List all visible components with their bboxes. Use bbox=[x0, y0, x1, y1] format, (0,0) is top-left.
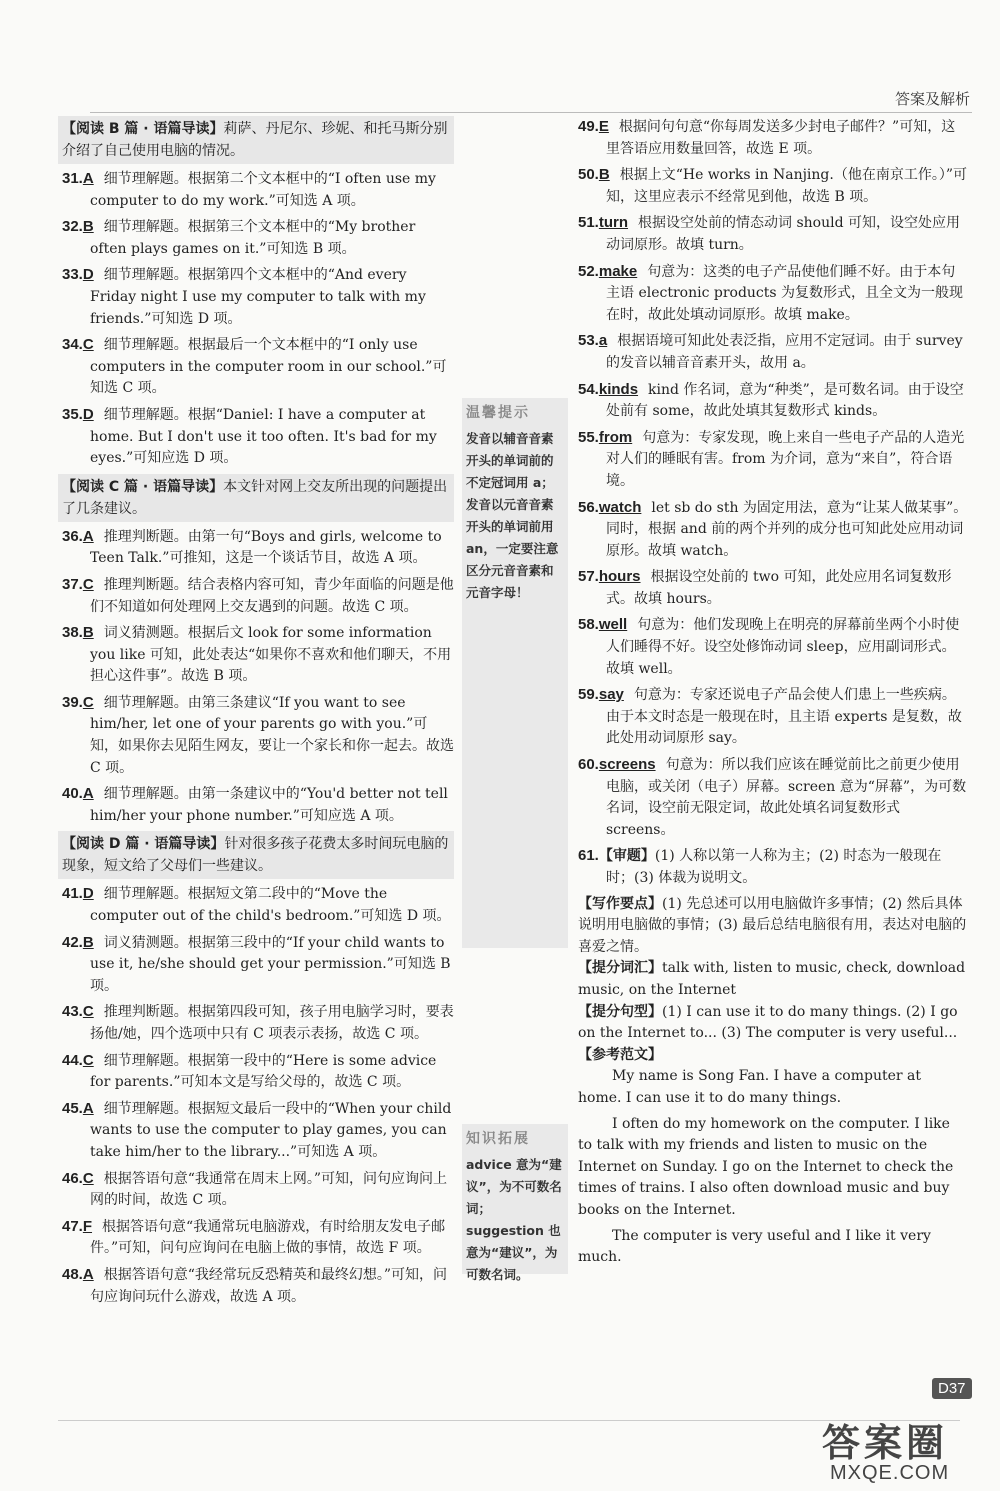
item-explanation: 根据答语句意“我经常玩反恐精英和最终幻想。”可知，问句应询问玩什么游戏，故选 A 项。 bbox=[90, 1266, 448, 1305]
fanwen-label: 【参考范文】 bbox=[578, 1046, 662, 1063]
item-answer: D bbox=[82, 885, 94, 903]
answer-item bbox=[62, 932, 454, 998]
item-answer: A bbox=[82, 785, 94, 803]
header-divider bbox=[90, 112, 972, 113]
item-number: 47. bbox=[62, 1217, 83, 1235]
shen-text: (1) 人称以第一人称为主；(2) 时态为一般现在时；(3) 体裁为说明文。 bbox=[606, 848, 942, 886]
item-number: 46. bbox=[62, 1169, 83, 1187]
answer-item bbox=[62, 1168, 454, 1212]
juxing-block bbox=[578, 1002, 968, 1045]
q61-number: 61. bbox=[578, 847, 599, 865]
model-essay bbox=[578, 1066, 968, 1268]
answer-item bbox=[578, 261, 968, 327]
item-number: 54. bbox=[578, 380, 599, 398]
item-explanation: 细节理解题。由第一条建议中的“You'd better not tell him/her your phone number.”可知应选 A 项。 bbox=[90, 786, 448, 824]
item-explanation: let sb do sth 为固定用法，意为“让某人做某事”。同时，根据 and 前的两个并列的成分也可知此处应用动词原形。故填 watch。 bbox=[606, 499, 968, 559]
answer-item bbox=[62, 168, 454, 212]
answer-item bbox=[62, 783, 454, 827]
section-c-guide bbox=[58, 474, 454, 522]
tip-title: 温馨提示 bbox=[466, 405, 530, 421]
item-explanation: 词义猜测题。根据第三段中的“If your child wants to use it, he/she should get your permission.”可知选 B 项。 bbox=[90, 934, 451, 994]
extension-text: advice 意为“建议”，为不可数名词；suggestion 也意为“建议”，为可数名词。 bbox=[466, 1157, 562, 1282]
item-number: 38. bbox=[62, 624, 83, 642]
item-answer: screens bbox=[598, 756, 656, 774]
answer-item bbox=[62, 883, 454, 927]
answer-item bbox=[578, 754, 968, 841]
item-explanation: 细节理解题。由第三条建议“If you want to see him/her, let one of your parents go with you.”可知，如果你去见陌生网友，要让一个家长和你一起去。故选 C 项。 bbox=[90, 694, 454, 776]
item-answer: C bbox=[82, 336, 94, 354]
item-explanation: 句意为：所以我们应该在睡觉前比之前更少使用电脑，或关闭（电子）屏幕。screen 意为“屏幕”，为可数名词，设空前无限定词，故此处填名词复数形式 screens。 bbox=[606, 757, 967, 838]
tip-box bbox=[462, 398, 568, 948]
item-answer: a bbox=[598, 332, 608, 350]
answer-item bbox=[62, 264, 454, 330]
item-number: 35. bbox=[62, 405, 83, 423]
answer-item bbox=[578, 379, 968, 423]
item-number: 48. bbox=[62, 1265, 83, 1283]
item-answer: D bbox=[82, 266, 94, 284]
item-number: 51. bbox=[578, 214, 599, 232]
item-number: 40. bbox=[62, 785, 83, 803]
items-c-list bbox=[62, 526, 454, 828]
juxing-text: (1) I can use it to do many things. (2) I go on the Internet to... (3) The computer is very useful... bbox=[578, 1003, 958, 1042]
section-b-tag: 【阅读 B 篇 · 语篇导读】 bbox=[62, 121, 224, 137]
section-d-tag: 【阅读 D 篇 · 语篇导读】 bbox=[62, 836, 225, 853]
item-answer: B bbox=[82, 933, 94, 951]
item-explanation: 细节理解题。根据第二个文本框中的“I often use my computer to do my work.”可知选 A 项。 bbox=[90, 171, 436, 209]
item-answer: A bbox=[82, 1099, 94, 1117]
yaodian-text: (1) 先总述可以用电脑做许多事情；(2) 然后具体说明用电脑做的事情；(3) 最后总结电脑很有用，表达对电脑的喜爱之情。 bbox=[578, 895, 967, 955]
item-answer: well bbox=[598, 616, 628, 634]
item-explanation: 句意为：他们发现晚上在明亮的屏幕前坐两个小时使人们睡得不好。设空处修饰动词 sleep，应用副词形式。故填 well。 bbox=[606, 617, 960, 677]
item-answer: A bbox=[82, 170, 94, 187]
item-answer: D bbox=[82, 405, 94, 423]
item-answer: C bbox=[82, 1051, 94, 1069]
item-number: 34. bbox=[62, 336, 83, 354]
item-explanation: 根据答语句意“我通常玩电脑游戏，有时给朋友发电子邮件。”可知，问句应询问在电脑上做的事情，故选 F 项。 bbox=[90, 1218, 446, 1257]
watermark-logo: 答案圈 bbox=[822, 1421, 949, 1465]
answer-item bbox=[62, 1098, 454, 1164]
item-number: 32. bbox=[62, 218, 83, 236]
item-answer: C bbox=[82, 1003, 94, 1021]
answer-item bbox=[62, 216, 454, 260]
item-explanation: 词义猜测题。根据后文 look for some information you like 可知，此处表达“如果你不喜欢和他们聊天，不用担心这件事”。故选 B 项。 bbox=[90, 625, 452, 685]
item-explanation: kind 作名词，意为“种类”，是可数名词。由于设空处前有 some，故此处填其复数形式 kinds。 bbox=[606, 381, 964, 420]
item-explanation: 根据设空处前的情态动词 should 可知，设空处应用动词原形。故填 turn。 bbox=[606, 215, 961, 253]
yaodian-block bbox=[578, 894, 968, 959]
answer-item bbox=[62, 622, 454, 688]
item-answer: turn bbox=[598, 214, 629, 232]
item-answer: A bbox=[82, 1265, 94, 1283]
item-answer: C bbox=[82, 1169, 94, 1187]
answer-item bbox=[62, 404, 454, 470]
answer-item bbox=[578, 164, 968, 208]
section-c-text: 本文针对网上交友所出现的问题提出了几条建议。 bbox=[62, 478, 448, 517]
answer-item bbox=[578, 684, 968, 750]
item-number: 60. bbox=[578, 756, 599, 774]
answer-item bbox=[62, 334, 454, 400]
cihui-text: talk with, listen to music, check, download music, on the Internet bbox=[578, 960, 966, 998]
item-answer: B bbox=[598, 166, 610, 184]
item-answer: A bbox=[82, 527, 94, 545]
item-answer: watch bbox=[598, 498, 642, 516]
item-answer: E bbox=[598, 118, 609, 135]
answer-item bbox=[578, 566, 968, 610]
item-number: 36. bbox=[62, 527, 83, 545]
item-answer: B bbox=[82, 624, 94, 642]
item-number: 52. bbox=[578, 262, 599, 280]
item-answer: F bbox=[82, 1217, 93, 1235]
item-answer: kinds bbox=[598, 380, 639, 398]
answer-item bbox=[578, 212, 968, 256]
items-d-list bbox=[62, 883, 454, 1308]
item-number: 33. bbox=[62, 266, 83, 284]
right-column bbox=[578, 116, 968, 1273]
item-explanation: 根据上文“He works in Nanjing.（他在南京工作。）”可知，这里应表示不经常见到他，故选 B 项。 bbox=[606, 167, 967, 205]
item-explanation: 细节理解题。根据最后一个文本框中的“I only use computers in the computer room in our school.”可知选 C 项。 bbox=[90, 337, 447, 397]
answer-item bbox=[62, 1001, 454, 1045]
item-explanation: 句意为：这类的电子产品使他们睡不好。由于本句主语 electronic products 为复数形式，且全文为一般现在时，故此处填动词原形。故填 make。 bbox=[606, 263, 964, 323]
section-b-guide bbox=[58, 116, 454, 164]
item-explanation: 细节理解题。根据短文第二段中的“Move the computer out of the child's bedroom.”可知选 D 项。 bbox=[90, 886, 451, 925]
item-explanation: 细节理解题。根据短文最后一段中的“When your child wants to use the computer to play games, you can take him/her to the library...”可知选 A 项。 bbox=[90, 1100, 452, 1160]
answer-item bbox=[578, 614, 968, 680]
item-number: 49. bbox=[578, 118, 599, 135]
answer-item bbox=[578, 330, 968, 374]
left-column bbox=[62, 116, 454, 1312]
item-explanation: 推理判断题。结合表格内容可知，青少年面临的问题是他们不知道如何处理网上交友遇到的问题。故选 C 项。 bbox=[90, 576, 454, 615]
item-number: 56. bbox=[578, 498, 599, 516]
page-number: D37 bbox=[932, 1378, 972, 1399]
item-number: 44. bbox=[62, 1051, 83, 1069]
item-explanation: 细节理解题。根据“Daniel: I have a computer at home. But I don't use it too often. It's bad for my eyes.”可知应选 D 项。 bbox=[90, 406, 437, 467]
watermark-site: MXQE.COM bbox=[830, 1462, 950, 1484]
cihui-block bbox=[578, 958, 968, 1001]
item-explanation: 根据语境可知此处表泛指，应用不定冠词。由于 survey 的发音以辅音音素开头，故用 a。 bbox=[606, 333, 963, 371]
section-b-text: 莉萨、丹尼尔、珍妮、和托马斯分别介绍了自己使用电脑的情况。 bbox=[62, 121, 448, 159]
fanwen-block bbox=[578, 1045, 968, 1067]
answer-item bbox=[62, 526, 454, 570]
item-number: 57. bbox=[578, 568, 599, 586]
item-explanation: 细节理解题。根据第一段中的“Here is some advice for parents.”可知本文是写给父母的，故选 C 项。 bbox=[90, 1052, 437, 1091]
q61-block bbox=[578, 845, 968, 889]
tip-text: 发音以辅音音素开头的单词前的不定冠词用 a；发音以元音音素开头的单词前用 an，一定要注意区分元音音素和元音字母！ bbox=[466, 431, 559, 600]
item-number: 42. bbox=[62, 933, 83, 951]
essay-paragraph: The computer is very useful and I like it very much. bbox=[578, 1227, 931, 1266]
item-answer: make bbox=[598, 262, 638, 280]
item-number: 43. bbox=[62, 1003, 83, 1021]
answer-item bbox=[578, 497, 968, 563]
answer-item bbox=[62, 1050, 454, 1094]
item-number: 58. bbox=[578, 616, 599, 634]
items-b-list bbox=[62, 168, 454, 470]
item-answer: C bbox=[82, 575, 94, 593]
answer-item bbox=[62, 692, 454, 779]
item-explanation: 根据设空处前的 two 可知，此处应用名词复数形式。故填 hours。 bbox=[606, 569, 952, 607]
item-number: 41. bbox=[62, 885, 83, 903]
item-explanation: 根据问句句意“你每周发送多少封电子邮件？”可知，这里答语应用数量回答，故选 E 项。 bbox=[606, 119, 956, 157]
item-number: 50. bbox=[578, 166, 599, 184]
item-number: 55. bbox=[578, 428, 599, 446]
yaodian-label: 【写作要点】 bbox=[578, 895, 662, 912]
essay-paragraph: I often do my homework on the computer. I like to talk with my friends and listen to music on the Internet on Sunday. I go on the Internet to check the times of trains. I also often download music and buy books on the Internet. bbox=[578, 1115, 954, 1218]
item-explanation: 句意为：专家发现，晚上来自一些电子产品的人造光对人们的睡眠有害。from 为介词，意为“来自”，符合语境。 bbox=[606, 429, 965, 489]
item-number: 31. bbox=[62, 170, 83, 187]
item-explanation: 细节理解题。根据第三个文本框中的“My brother often plays games on it.”可知选 B 项。 bbox=[90, 219, 416, 257]
answer-item bbox=[62, 574, 454, 618]
shen-label: 【审题】 bbox=[598, 848, 655, 865]
juxing-label: 【提分句型】 bbox=[578, 1003, 662, 1020]
extension-title: 知识拓展 bbox=[466, 1131, 530, 1147]
item-answer: hours bbox=[598, 568, 641, 586]
item-number: 39. bbox=[62, 693, 83, 711]
essay-paragraph: My name is Song Fan. I have a computer at home. I can use it to do many things. bbox=[578, 1068, 921, 1106]
section-d-guide bbox=[58, 831, 454, 879]
item-answer: from bbox=[598, 428, 633, 446]
section-d-text: 针对很多孩子花费太多时间玩电脑的现象，短文给了父母们一些建议。 bbox=[62, 836, 449, 875]
item-explanation: 句意为：专家还说电子产品会使人们患上一些疾病。由于本文时态是一般现在时，且主语 experts 是复数，故此处用动词原形 say。 bbox=[606, 687, 962, 747]
item-number: 37. bbox=[62, 575, 83, 593]
item-explanation: 推理判断题。根据第四段可知，孩子用电脑学习时，要表扬他/她，四个选项中只有 C 项表示表扬，故选 C 项。 bbox=[90, 1004, 454, 1042]
answer-item bbox=[578, 427, 968, 493]
item-explanation: 细节理解题。根据第四个文本框中的“And every Friday night I use my computer to talk with my friends.”可知选 D 项。 bbox=[90, 267, 426, 327]
item-number: 59. bbox=[578, 686, 599, 704]
item-answer: C bbox=[82, 693, 94, 711]
answer-item bbox=[62, 1264, 454, 1308]
item-answer: say bbox=[598, 686, 624, 704]
cihui-label: 【提分词汇】 bbox=[578, 960, 662, 977]
item-answer: B bbox=[82, 218, 94, 236]
section-c-tag: 【阅读 C 篇 · 语篇导读】 bbox=[62, 478, 224, 495]
item-explanation: 根据答语句意“我通常在周末上网。”可知，问句应询问上网的时间，故选 C 项。 bbox=[90, 1170, 448, 1209]
item-explanation: 推理判断题。由第一句“Boys and girls, welcome to Teen Talk.”可推知，这是一个谈话节目，故选 A 项。 bbox=[90, 528, 442, 567]
item-number: 53. bbox=[578, 332, 599, 350]
item-number: 45. bbox=[62, 1099, 83, 1117]
extension-box bbox=[462, 1124, 568, 1282]
page-header: 答案及解析 bbox=[894, 90, 970, 108]
answer-item bbox=[62, 1216, 454, 1260]
answer-item bbox=[578, 116, 968, 160]
items-right-list bbox=[578, 116, 968, 841]
